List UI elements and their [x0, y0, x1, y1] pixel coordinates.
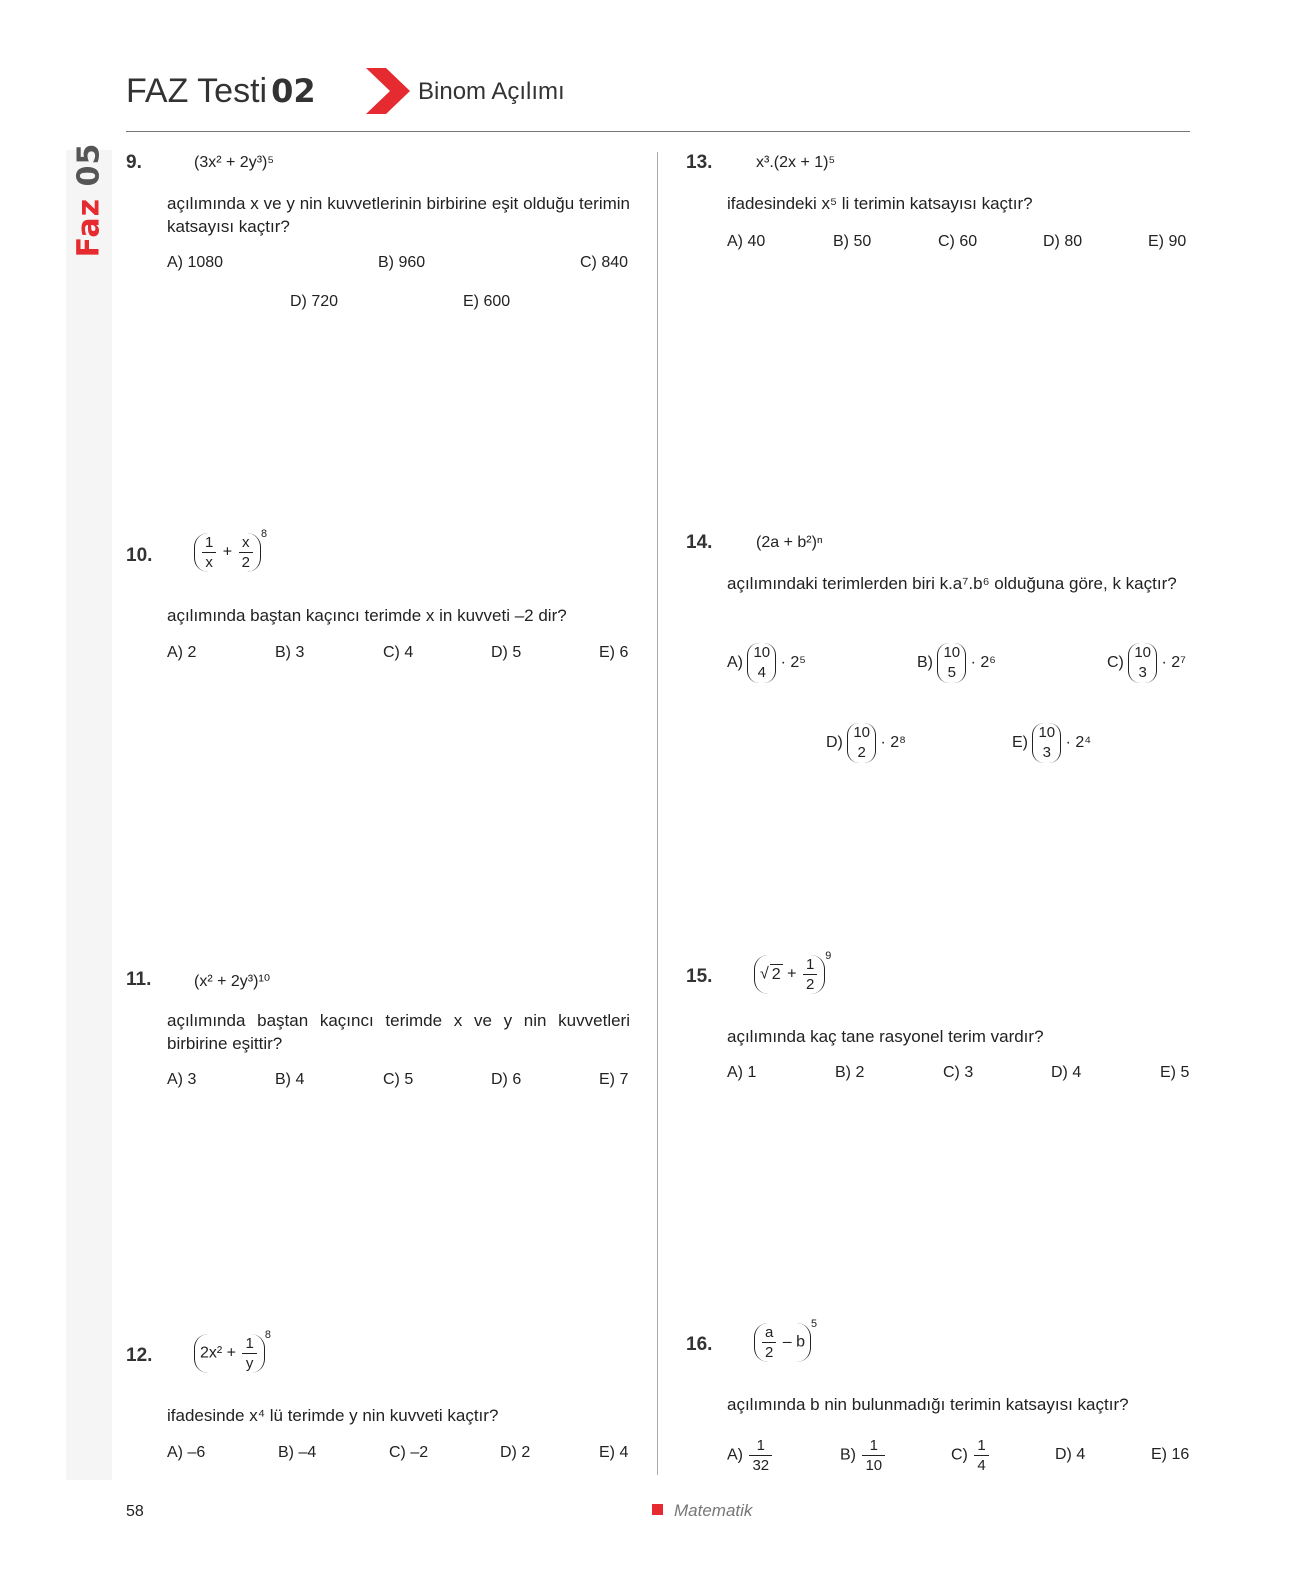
option-e[interactable]: E) 600	[463, 293, 511, 310]
option-b[interactable]: B) 2	[835, 1064, 865, 1081]
option-d[interactable]: D) 10 2 · 2⁸	[826, 724, 906, 761]
option-b[interactable]: B) –4	[278, 1444, 317, 1461]
option-a[interactable]: A) 2	[167, 644, 197, 661]
question-expression: √ 2 + $\frac{1}{2}$ $^9$	[754, 955, 831, 994]
option-b[interactable]: B) 960	[378, 254, 426, 271]
option-e[interactable]: E) 10 3 · 2⁴	[1012, 724, 1092, 761]
option-c[interactable]: C) 60	[938, 233, 978, 250]
question-stem: açılımındaki terimlerden biri k.a⁷.b⁶ olduğuna göre, k kaçtır?	[727, 574, 1177, 593]
question-stem: açılımında baştan kaçıncı terimde x ve y nin kuvvetleri birbirine eşittir?	[167, 1011, 630, 1053]
question-expression: x³.(2x + 1)⁵	[756, 154, 836, 171]
option-a[interactable]: A) 1080	[167, 254, 224, 271]
question-expression: $\frac{a}{2}$ – $b^5$	[754, 1323, 817, 1362]
question-number: 14.	[686, 532, 713, 553]
question-number: 15.	[686, 966, 713, 987]
question-expression: (x² + 2y³)¹⁰	[194, 973, 271, 990]
column-divider	[657, 152, 658, 1475]
option-d[interactable]: D) 2	[500, 1444, 531, 1461]
question-stem: açılımında x ve y nin kuvvetlerinin birbirine eşit olduğu terimin katsayısı kaçtır?	[167, 194, 630, 236]
question-number: 12.	[126, 1345, 153, 1366]
option-a[interactable]: A) 1	[727, 1064, 757, 1081]
option-d[interactable]: D) 6	[491, 1071, 522, 1088]
option-c[interactable]: C) 5	[383, 1071, 414, 1088]
option-d[interactable]: D) 5	[491, 644, 522, 661]
option-b[interactable]: B) 10 5 · 2⁶	[917, 644, 996, 681]
option-a[interactable]: A) –6	[167, 1444, 206, 1461]
question-expression: (3x² + 2y³)⁵	[194, 154, 274, 171]
question-expression: (2a + b²)ⁿ	[756, 534, 823, 551]
option-d[interactable]: D) 80	[1043, 233, 1083, 250]
side-label: Faz 05	[71, 142, 107, 258]
test-number: 02	[271, 72, 316, 110]
option-a[interactable]: A) $\frac{1}{32}$	[727, 1436, 774, 1475]
option-c[interactable]: C) 840	[580, 254, 629, 271]
option-c[interactable]: C) 10 3 · 2⁷	[1107, 644, 1186, 681]
option-c[interactable]: C) 4	[383, 644, 414, 661]
chevron-right-icon	[366, 68, 410, 114]
option-a[interactable]: A) 40	[727, 233, 766, 250]
question-stem: açılımında baştan kaçıncı terimde x in kuvveti –2 dir?	[167, 606, 567, 625]
question-number: 9.	[126, 152, 142, 173]
question-stem: ifadesinde x⁴ lü terimde y nin kuvveti kaçtır?	[167, 1406, 499, 1425]
topic-title: Binom Açılımı	[418, 78, 565, 105]
option-d[interactable]: D) 4	[1055, 1446, 1086, 1463]
option-e[interactable]: E) 5	[1160, 1064, 1190, 1081]
option-e[interactable]: E) 16	[1151, 1446, 1190, 1463]
option-d[interactable]: D) 4	[1051, 1064, 1082, 1081]
option-b[interactable]: B) 50	[833, 233, 872, 250]
option-b[interactable]: B) 3	[275, 644, 305, 661]
option-c[interactable]: C) –2	[389, 1444, 429, 1461]
subject-label: Matematik	[674, 1501, 753, 1520]
question-number: 10.	[126, 545, 153, 566]
question-number: 11.	[126, 969, 152, 990]
option-b[interactable]: B) $\frac{1}{10}$	[840, 1436, 887, 1475]
side-strip	[66, 150, 112, 1480]
option-e[interactable]: E) 7	[599, 1071, 629, 1088]
option-c[interactable]: C) 3	[943, 1064, 974, 1081]
question-number: 13.	[686, 152, 713, 173]
question-expression: $\frac{1}{x}$ + $\frac{x}{2}$ $^8$	[194, 533, 267, 572]
option-e[interactable]: E) 90	[1148, 233, 1187, 250]
option-a[interactable]: A) 10 4 · 2⁵	[727, 644, 806, 681]
page-number: 58	[126, 1503, 144, 1520]
option-b[interactable]: B) 4	[275, 1071, 305, 1088]
option-e[interactable]: E) 6	[599, 644, 629, 661]
option-a[interactable]: A) 3	[167, 1071, 197, 1088]
question-stem: açılımında kaç tane rasyonel terim vardır?	[727, 1027, 1044, 1046]
header-divider	[126, 131, 1190, 132]
option-e[interactable]: E) 4	[599, 1444, 629, 1461]
square-icon	[652, 1504, 663, 1515]
question-stem: ifadesindeki x⁵ li terimin katsayısı kaçtır?	[727, 194, 1033, 213]
option-d[interactable]: D) 720	[290, 293, 339, 310]
question-expression: 2x² + $\frac{1}{y}$ $^8$	[194, 1334, 271, 1373]
question-stem: açılımında b nin bulunmadığı terimin katsayısı kaçtır?	[727, 1395, 1129, 1414]
question-number: 16.	[686, 1334, 713, 1355]
page-title: FAZ Testi 02	[126, 72, 316, 110]
option-c[interactable]: C) $\frac{1}{4}$	[951, 1436, 991, 1475]
